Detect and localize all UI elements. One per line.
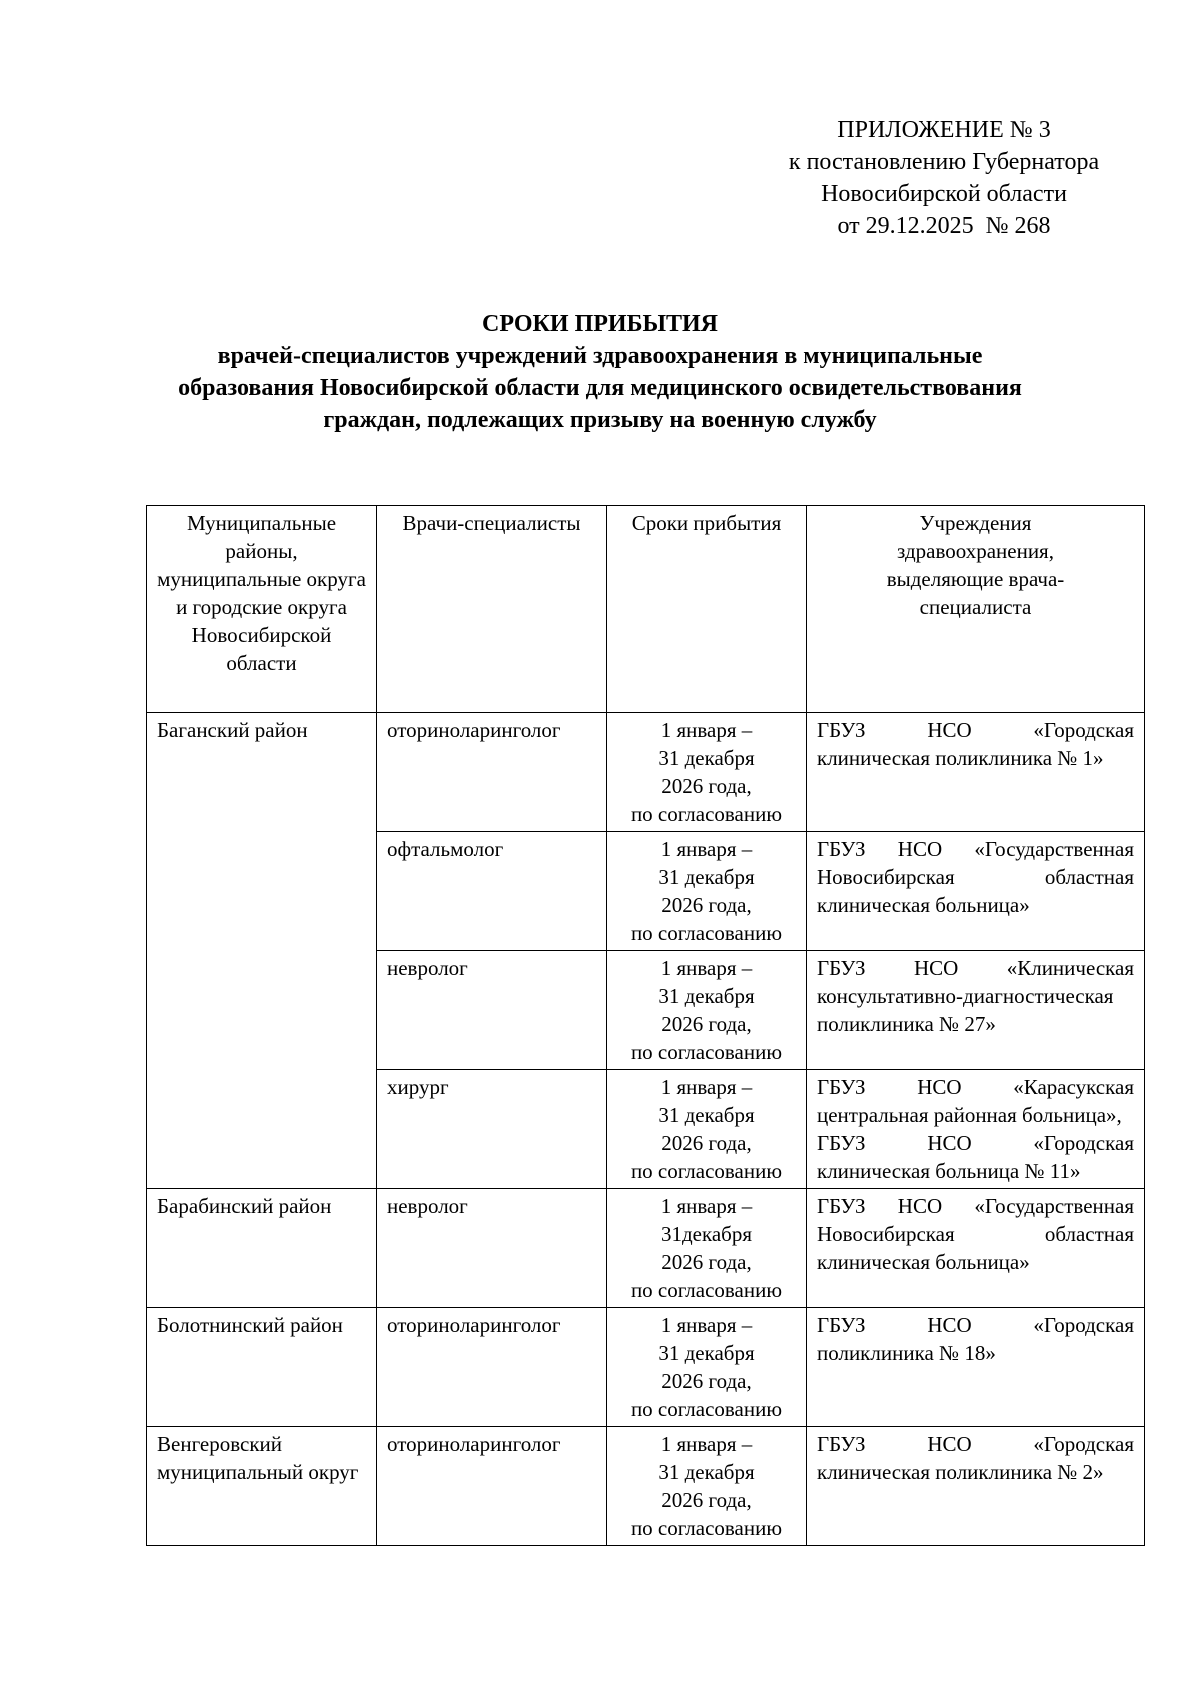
term-note: по согласованию [630, 1516, 783, 1540]
term-end: 31 декабря [658, 1103, 755, 1127]
table-row [147, 1308, 1145, 1427]
term-end: 31 декабря [658, 1341, 755, 1365]
term-cell [607, 1308, 807, 1427]
header-specialists: Врачи-специалисты [377, 506, 607, 713]
appendix-region: Новосибирской области [821, 181, 1067, 207]
institution-cell: ГБУЗ НСО «Государственная Новосибирская областная клиническая больница» [807, 1189, 1145, 1308]
term-cell [607, 1189, 807, 1308]
institution-primary: ГБУЗ НСО «Карасукская центральная районная больница», [817, 1075, 1134, 1127]
term-cell [607, 832, 807, 951]
appendix-number: ПРИЛОЖЕНИЕ № 3 [837, 117, 1051, 143]
term-start: 1 января – [660, 1075, 753, 1099]
header-districts: Муниципальные районы, муниципальные округа и городские округа Новосибирской области [147, 506, 377, 713]
term-note: по согласованию [630, 1397, 783, 1421]
title-line-2: образования Новосибирской области для медицинского освидетельствования [178, 375, 1022, 401]
specialist-cell: оториноларинголог [377, 713, 607, 832]
term-start: 1 января – [660, 1313, 753, 1337]
institution-cell: ГБУЗ НСО «Городская клиническая поликлиника № 1» [807, 713, 1145, 832]
specialist-cell: невролог [377, 1189, 607, 1308]
term-start: 1 января – [660, 1194, 753, 1218]
term-end: 31декабря [660, 1222, 753, 1246]
term-year: 2026 года, [661, 774, 752, 798]
specialist-cell: оториноларинголог [377, 1308, 607, 1427]
institution-secondary: ГБУЗ НСО «Городская клиническая больница № 11» [817, 1131, 1134, 1183]
institution-cell [807, 1070, 1145, 1189]
term-year: 2026 года, [661, 1012, 752, 1036]
term-note: по согласованию [630, 921, 783, 945]
term-start: 1 января – [660, 837, 753, 861]
term-year: 2026 года, [661, 1369, 752, 1393]
term-cell [607, 1427, 807, 1546]
term-note: по согласованию [630, 1159, 783, 1183]
term-start: 1 января – [660, 956, 753, 980]
institution-cell: ГБУЗ НСО «Государственная Новосибирская областная клиническая больница» [807, 832, 1145, 951]
term-note: по согласованию [630, 1278, 783, 1302]
term-note: по согласованию [630, 1040, 783, 1064]
term-end: 31 декабря [658, 1460, 755, 1484]
header-institutions: Учреждения здравоохранения, выделяющие врача-специалиста [807, 506, 1145, 713]
table-row [147, 1427, 1145, 1546]
header-arrival-terms: Сроки прибытия [607, 506, 807, 713]
district-cell: Венгеровский муниципальный округ [147, 1427, 377, 1546]
title-line-1: врачей-специалистов учреждений здравоохранения в муниципальные [217, 343, 983, 369]
appendix-date-number: от 29.12.2025 № 268 [837, 213, 1051, 239]
term-start: 1 января – [660, 1432, 753, 1456]
table-row [147, 1189, 1145, 1308]
term-end: 31 декабря [658, 984, 755, 1008]
specialist-cell: невролог [377, 951, 607, 1070]
title-line-3: граждан, подлежащих призыву на военную службу [323, 407, 877, 433]
term-year: 2026 года, [661, 893, 752, 917]
district-cell: Барабинский район [147, 1189, 377, 1308]
district-cell: Болотнинский район [147, 1308, 377, 1427]
specialist-cell: офтальмолог [377, 832, 607, 951]
term-cell [607, 951, 807, 1070]
term-year: 2026 года, [661, 1488, 752, 1512]
term-year: 2026 года, [661, 1250, 752, 1274]
table-header-row [147, 506, 1145, 713]
term-cell [607, 713, 807, 832]
arrival-schedule-table [146, 505, 1145, 1546]
institution-cell: ГБУЗ НСО «Городская клиническая поликлиника № 2» [807, 1427, 1145, 1546]
specialist-cell: оториноларинголог [377, 1427, 607, 1546]
term-note: по согласованию [630, 802, 783, 826]
term-end: 31 декабря [658, 746, 755, 770]
title-main: СРОКИ ПРИБЫТИЯ [481, 311, 719, 337]
table-row [147, 713, 1145, 832]
term-start: 1 января – [660, 718, 753, 742]
document-title [100, 308, 1100, 436]
specialist-cell: хирург [377, 1070, 607, 1189]
institution-cell: ГБУЗ НСО «Клиническая консультативно-диагностическая поликлиника № 27» [807, 951, 1145, 1070]
term-year: 2026 года, [661, 1131, 752, 1155]
institution-cell: ГБУЗ НСО «Городская поликлиника № 18» [807, 1308, 1145, 1427]
term-cell [607, 1070, 807, 1189]
district-cell: Баганский район [147, 713, 377, 1189]
term-end: 31 декабря [658, 865, 755, 889]
appendix-header [748, 114, 1140, 242]
appendix-reference: к постановлению Губернатора [788, 149, 1100, 175]
